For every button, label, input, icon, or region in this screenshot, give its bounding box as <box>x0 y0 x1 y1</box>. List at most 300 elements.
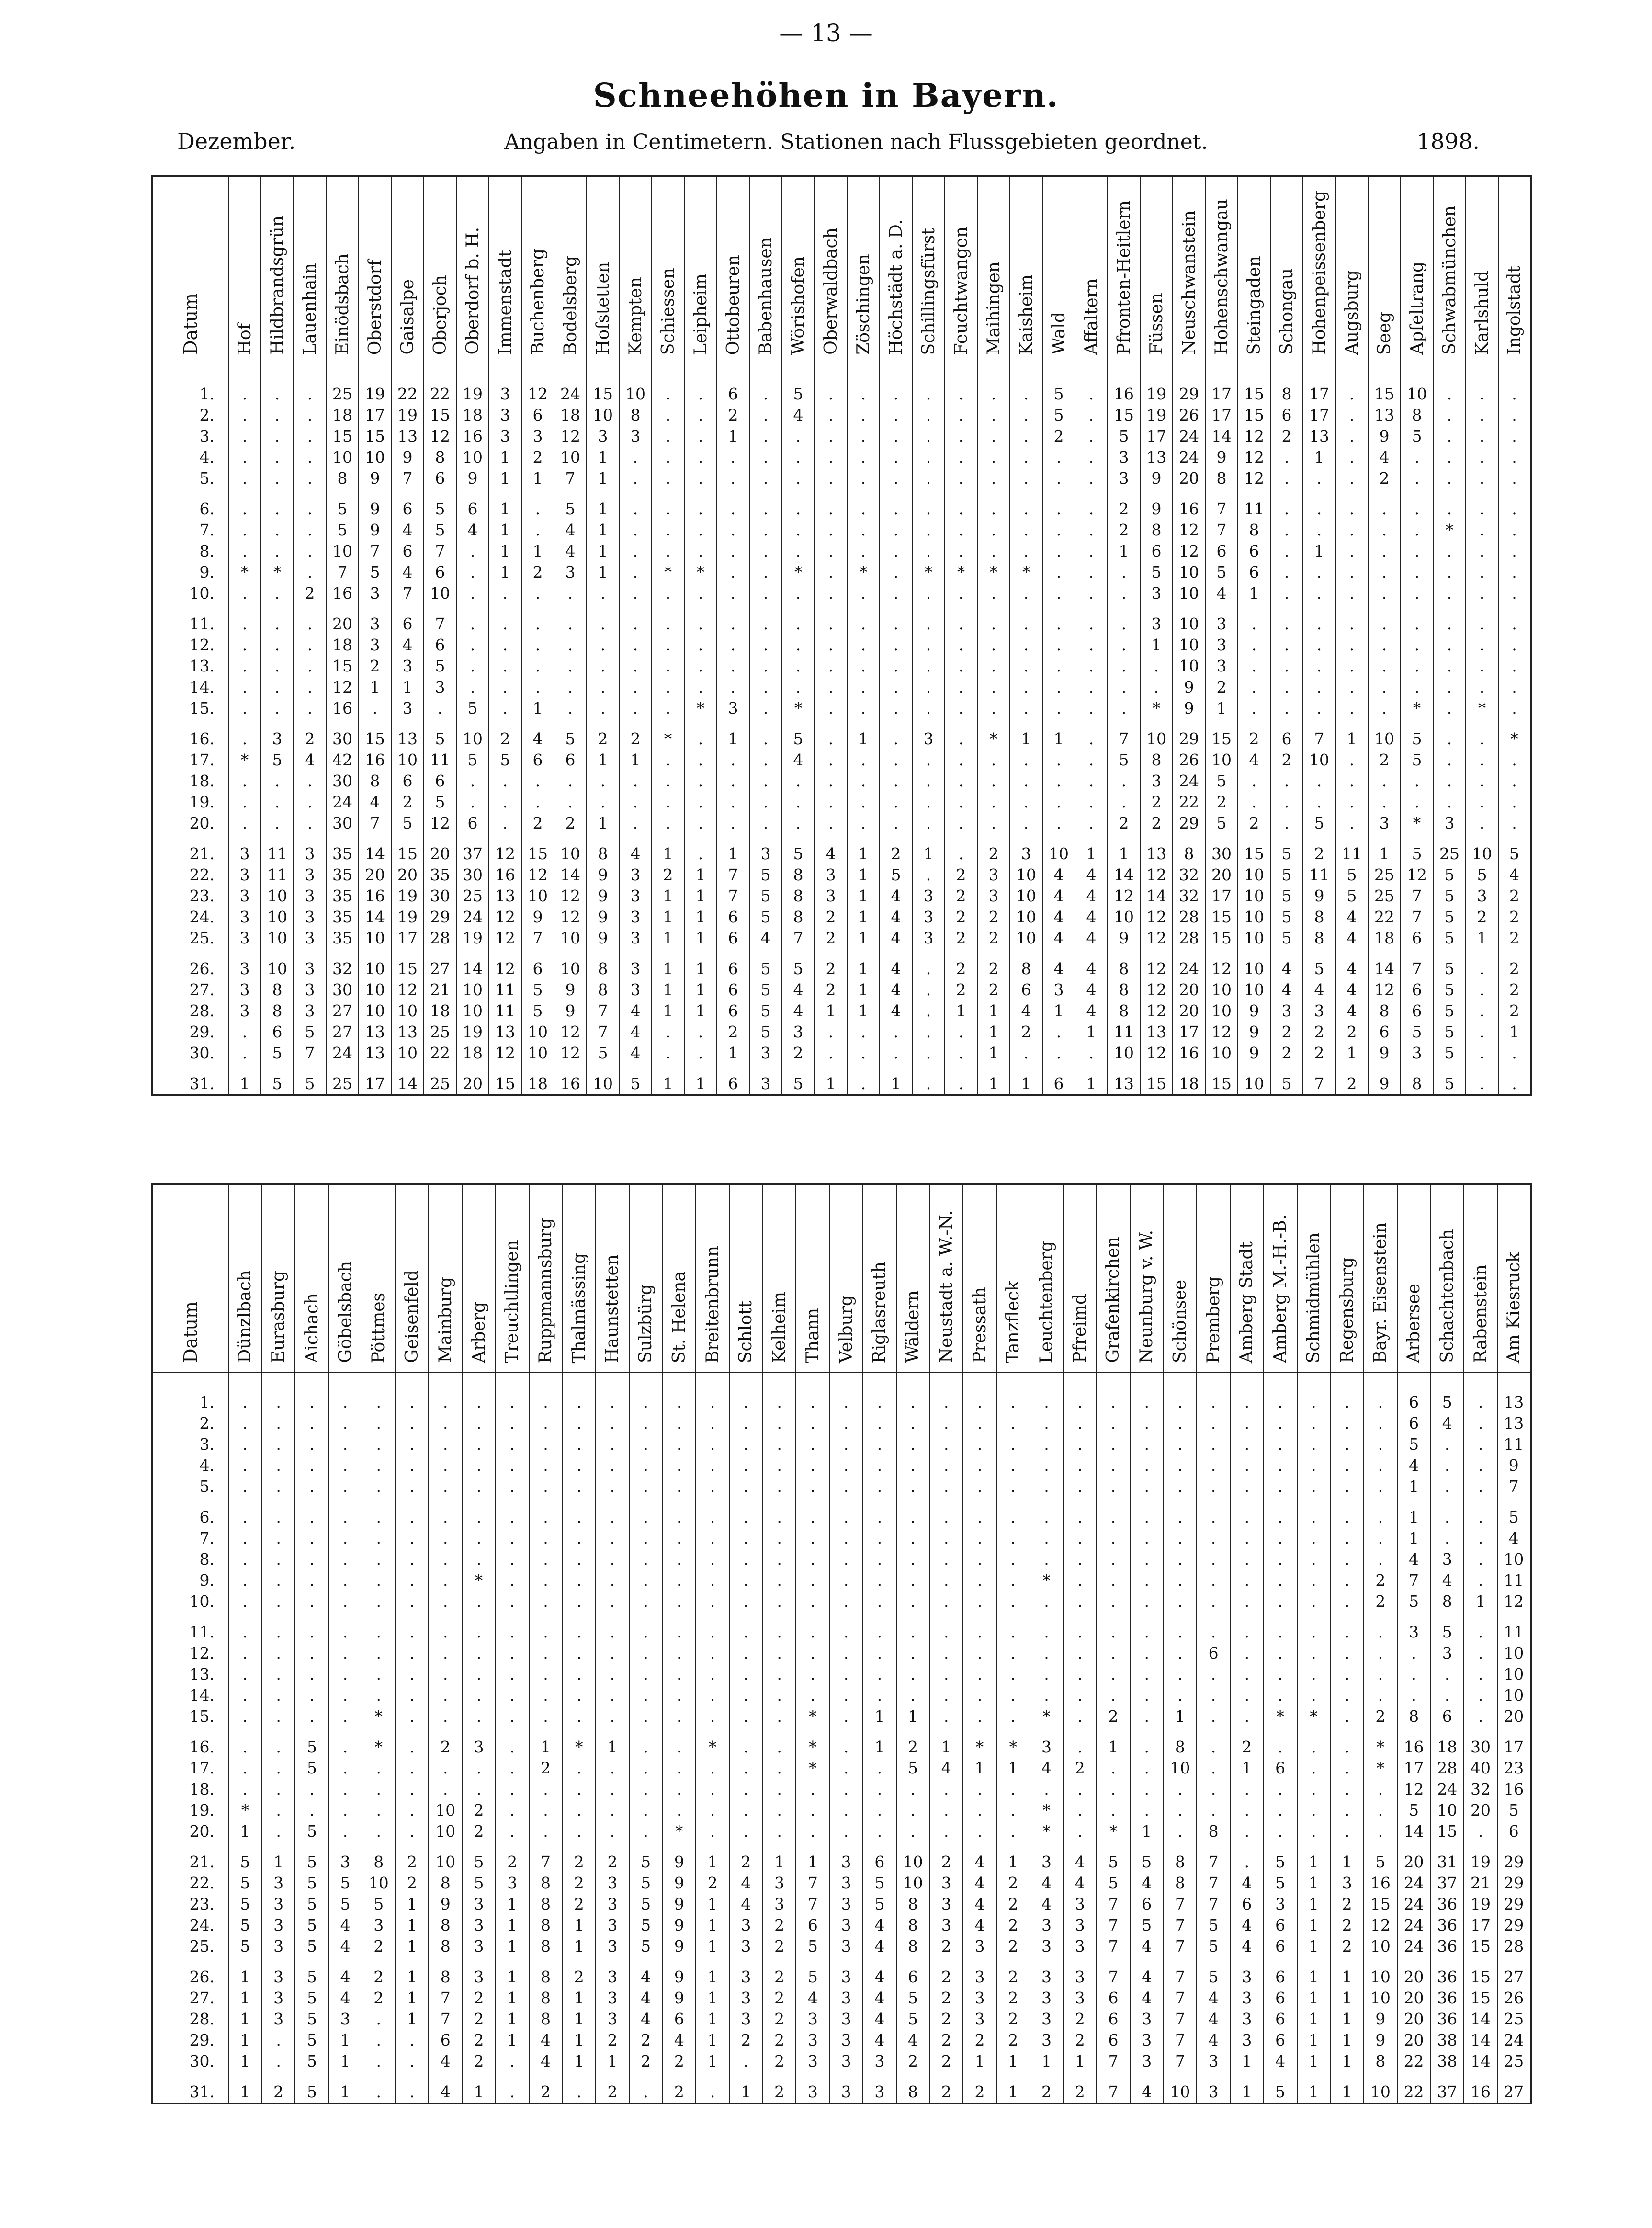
snow-depth-cell: . <box>863 1664 896 1685</box>
snow-depth-cell: 14 <box>359 834 391 864</box>
snow-depth-cell: 2 <box>362 1957 396 1988</box>
snow-depth-cell: . <box>912 864 945 886</box>
snow-depth-cell: . <box>1498 541 1531 562</box>
snow-depth-cell: . <box>684 792 717 813</box>
snow-depth-cell: . <box>1063 1779 1097 1800</box>
snow-depth-cell: 5 <box>456 750 489 771</box>
snow-depth-cell: 2 <box>1303 1022 1335 1043</box>
snow-depth-cell: . <box>1466 583 1498 604</box>
snow-depth-cell: . <box>554 656 587 677</box>
snow-depth-cell: . <box>977 426 1010 447</box>
snow-depth-cell: 5 <box>261 1043 294 1064</box>
snow-depth-cell: 2 <box>362 1988 396 2009</box>
snow-depth-cell: . <box>815 364 847 405</box>
snow-depth-cell: 1 <box>489 489 521 520</box>
snow-depth-cell: . <box>1042 771 1075 792</box>
snow-depth-cell: 11 <box>489 1000 521 1022</box>
snow-depth-cell: . <box>977 792 1010 813</box>
snow-depth-cell: 10 <box>261 949 294 979</box>
snow-depth-cell: 1 <box>489 562 521 583</box>
snow-depth-cell: * <box>1097 1821 1130 1842</box>
snow-depth-cell: . <box>996 1643 1030 1664</box>
date-cell: 29. <box>152 2030 228 2051</box>
snow-depth-cell: . <box>1330 1800 1364 1821</box>
snow-depth-cell: 19 <box>1464 1842 1497 1873</box>
snow-depth-cell: . <box>996 1372 1030 1413</box>
station-name: Hohenschwangau <box>1211 199 1232 355</box>
snow-depth-cell: . <box>1297 1612 1331 1643</box>
snow-depth-cell: . <box>562 1779 596 1800</box>
snow-depth-cell: . <box>1063 1434 1097 1455</box>
snow-depth-cell: 5 <box>1270 1064 1303 1095</box>
snow-depth-cell: . <box>295 1800 328 1821</box>
snow-depth-cell: 3 <box>1197 2072 1230 2103</box>
snow-depth-cell: . <box>963 1528 996 1549</box>
snow-depth-cell: 4 <box>863 1988 896 2009</box>
snow-depth-cell: . <box>1464 1413 1497 1434</box>
snow-depth-cell: 1 <box>587 520 619 541</box>
snow-depth-cell: . <box>396 1727 429 1758</box>
snow-depth-cell: . <box>684 405 717 426</box>
snow-depth-cell: 1 <box>596 2051 629 2072</box>
snow-depth-cell: 4 <box>1010 1000 1042 1022</box>
date-cell: 3. <box>152 1434 228 1455</box>
snow-depth-cell: . <box>1330 1727 1364 1758</box>
snow-depth-cell: 1 <box>977 1000 1010 1022</box>
snow-depth-cell: 17 <box>1173 1022 1205 1043</box>
snow-depth-cell: . <box>629 1528 663 1549</box>
snow-depth-cell: . <box>815 604 847 635</box>
date-cell: 26. <box>152 949 228 979</box>
snow-depth-cell: . <box>815 583 847 604</box>
snow-depth-cell: 3 <box>1401 1043 1433 1064</box>
snow-depth-cell: 20 <box>1173 979 1205 1000</box>
station-header-hildbrandsgrun <box>261 176 294 364</box>
snow-depth-cell: * <box>1264 1706 1297 1727</box>
snow-depth-cell: . <box>562 1570 596 1591</box>
snow-depth-cell: 7 <box>529 1842 563 1873</box>
snow-depth-cell: . <box>1297 1779 1331 1800</box>
snow-depth-cell: 5 <box>782 364 815 405</box>
snow-depth-cell: . <box>529 1528 563 1549</box>
month-label: Dezember. <box>177 128 296 154</box>
snow-depth-cell: 2 <box>562 1894 596 1915</box>
snow-depth-cell: 20 <box>424 834 456 864</box>
snow-depth-cell: . <box>1063 1727 1097 1758</box>
snow-depth-cell: 17 <box>359 405 391 426</box>
snow-depth-cell: . <box>1297 1727 1331 1758</box>
snow-depth-cell: . <box>1330 1612 1364 1643</box>
snow-depth-cell: 4 <box>880 886 912 907</box>
snow-depth-cell: . <box>1010 1043 1042 1064</box>
snow-depth-cell: 3 <box>1140 771 1173 792</box>
snow-depth-cell: . <box>1466 656 1498 677</box>
snow-depth-cell: 1 <box>1297 2051 1331 2072</box>
snow-depth-cell: . <box>782 426 815 447</box>
snow-depth-cell: 12 <box>1205 1022 1238 1043</box>
snow-depth-cell: 7 <box>1205 489 1238 520</box>
snow-depth-cell: 6 <box>424 771 456 792</box>
snow-depth-cell: 1 <box>596 1727 629 1758</box>
station-header-am-kiesruck <box>1497 1184 1531 1372</box>
snow-depth-cell: 6 <box>717 364 749 405</box>
snow-depth-cell: 1 <box>587 813 619 834</box>
snow-depth-cell: 10 <box>456 1000 489 1022</box>
snow-depth-cell: . <box>429 1643 462 1664</box>
snow-depth-cell: 3 <box>596 1988 629 2009</box>
snow-depth-cell: . <box>929 1800 963 1821</box>
snow-depth-cell: 7 <box>554 468 587 489</box>
snow-depth-cell: . <box>619 541 652 562</box>
snow-depth-cell: . <box>562 1758 596 1779</box>
snow-depth-cell: . <box>929 1643 963 1664</box>
snow-depth-cell: 5 <box>554 719 587 750</box>
snow-depth-cell: . <box>1433 364 1466 405</box>
snow-depth-cell: 10 <box>1238 864 1270 886</box>
snow-depth-cell: 25 <box>326 364 359 405</box>
snow-depth-cell: 1 <box>396 1894 429 1915</box>
snow-depth-cell: . <box>1075 719 1108 750</box>
snow-depth-cell: . <box>1433 750 1466 771</box>
snow-depth-cell: 24 <box>1173 426 1205 447</box>
station-name: Thann <box>803 1307 823 1363</box>
snow-depth-cell: . <box>763 1758 796 1779</box>
snow-depth-cell: 5 <box>1270 886 1303 907</box>
snow-depth-cell: 1 <box>228 1064 261 1095</box>
snow-depth-cell: . <box>362 1612 396 1643</box>
station-name: Schongau <box>1277 268 1297 355</box>
snow-depth-cell: 1 <box>996 1842 1030 1873</box>
snow-depth-cell: 4 <box>863 1915 896 1936</box>
snow-depth-cell: . <box>782 489 815 520</box>
snow-depth-cell: 20 <box>1397 2030 1431 2051</box>
snow-depth-cell: 4 <box>796 1988 829 2009</box>
snow-depth-cell: . <box>1010 426 1042 447</box>
snow-depth-cell: . <box>896 1800 930 1821</box>
snow-depth-cell: 6 <box>1197 1643 1230 1664</box>
snow-depth-cell: . <box>619 656 652 677</box>
snow-depth-cell: 6 <box>1264 1988 1297 2009</box>
snow-depth-cell: . <box>1330 1455 1364 1476</box>
snow-depth-cell: 1 <box>1108 541 1140 562</box>
snow-depth-cell: 5 <box>863 1894 896 1915</box>
snow-depth-cell: . <box>396 2051 429 2072</box>
snow-depth-cell: . <box>749 489 782 520</box>
snow-depth-cell: . <box>228 468 261 489</box>
snow-depth-cell: 15 <box>521 834 554 864</box>
snow-depth-cell: 3 <box>1433 813 1466 834</box>
snow-depth-cell: 12 <box>1140 928 1173 949</box>
station-header-velburg <box>829 1184 863 1372</box>
snow-depth-cell: 20 <box>391 864 424 886</box>
snow-depth-cell: 8 <box>261 1000 294 1022</box>
snow-depth-cell: 1 <box>587 541 619 562</box>
snow-depth-cell: 4 <box>328 1988 362 2009</box>
date-cell: 6. <box>152 489 228 520</box>
snow-depth-cell: . <box>929 1476 963 1497</box>
snow-depth-cell: . <box>1063 1455 1097 1476</box>
snow-depth-cell: 5 <box>1401 1022 1433 1043</box>
snow-depth-cell: 3 <box>815 864 847 886</box>
snow-depth-cell: . <box>863 1549 896 1570</box>
snow-depth-cell: 11 <box>261 864 294 886</box>
snow-depth-cell: . <box>963 1591 996 1612</box>
snow-depth-cell: . <box>1010 771 1042 792</box>
snow-depth-cell: 5 <box>1130 1915 1164 1936</box>
snow-depth-cell: . <box>1130 1413 1164 1434</box>
snow-depth-cell: . <box>815 719 847 750</box>
snow-depth-cell: 19 <box>391 886 424 907</box>
station-header-breitenbrunn <box>696 1184 729 1372</box>
snow-depth-cell: 10 <box>1497 1664 1531 1685</box>
snow-depth-cell: . <box>847 426 880 447</box>
snow-depth-cell: . <box>1498 426 1531 447</box>
snow-depth-cell: . <box>652 583 684 604</box>
snow-depth-cell: 1 <box>587 447 619 468</box>
snow-depth-cell: 2 <box>429 1727 462 1758</box>
snow-depth-cell: . <box>328 1664 362 1685</box>
snow-depth-cell: . <box>963 1821 996 1842</box>
snow-depth-cell: . <box>1063 1685 1097 1706</box>
snow-depth-cell: 16 <box>1364 1873 1397 1894</box>
snow-depth-cell: . <box>1108 635 1140 656</box>
date-cell: 20. <box>152 813 228 834</box>
snow-depth-cell: 10 <box>1164 1758 1197 1779</box>
snow-depth-cell: . <box>1042 520 1075 541</box>
snow-depth-cell: 4 <box>1498 864 1531 886</box>
snow-depth-cell: 35 <box>326 834 359 864</box>
snow-depth-cell: 10 <box>587 1064 619 1095</box>
snow-depth-cell: . <box>228 1570 262 1591</box>
snow-depth-cell: 1 <box>562 1915 596 1936</box>
snow-depth-cell: 10 <box>1497 1549 1531 1570</box>
snow-depth-cell: . <box>696 1591 729 1612</box>
snow-depth-cell: 1 <box>696 2030 729 2051</box>
snow-depth-cell: 14 <box>1397 1821 1431 1842</box>
snow-depth-cell: 1 <box>652 1000 684 1022</box>
snow-depth-cell: 5 <box>749 949 782 979</box>
snow-depth-cell: 8 <box>1303 928 1335 949</box>
snow-depth-cell: . <box>1364 1476 1397 1497</box>
snow-depth-cell: 7 <box>429 1988 462 2009</box>
snow-depth-cell: . <box>462 1549 496 1570</box>
snow-depth-cell: 2 <box>763 1936 796 1957</box>
snow-depth-cell: . <box>896 1455 930 1476</box>
snow-depth-cell: 12 <box>1205 949 1238 979</box>
snow-depth-cell: 3 <box>587 426 619 447</box>
snow-depth-cell: 10 <box>359 1000 391 1022</box>
snow-depth-cell: 2 <box>496 1842 529 1873</box>
snow-depth-cell: 8 <box>424 447 456 468</box>
snow-depth-cell: . <box>456 677 489 698</box>
snow-depth-cell: . <box>629 2072 663 2103</box>
snow-depth-cell: 15 <box>1205 1064 1238 1095</box>
snow-depth-cell: . <box>1164 1643 1197 1664</box>
snow-depth-cell: 3 <box>1197 2051 1230 2072</box>
snow-depth-cell: . <box>1264 1800 1297 1821</box>
snow-depth-cell: . <box>1030 1779 1064 1800</box>
station-header-arbersee <box>1397 1184 1431 1372</box>
station-header-hof <box>228 176 261 364</box>
snow-depth-cell: 2 <box>629 2051 663 2072</box>
snow-depth-cell: 15 <box>1238 405 1270 426</box>
snow-depth-cell: . <box>977 405 1010 426</box>
snow-depth-cell: 6 <box>717 1000 749 1022</box>
snow-depth-cell: . <box>763 1779 796 1800</box>
snow-depth-cell: . <box>912 813 945 834</box>
snow-depth-cell: . <box>1498 468 1531 489</box>
snow-depth-cell: . <box>863 1434 896 1455</box>
snow-depth-cell: * <box>1401 813 1433 834</box>
snow-depth-cell: 3 <box>228 1000 261 1022</box>
snow-depth-cell: . <box>815 1043 847 1064</box>
snow-depth-cell: . <box>912 1043 945 1064</box>
snow-depth-cell: . <box>847 677 880 698</box>
snow-depth-cell: . <box>1264 1434 1297 1455</box>
snow-depth-cell: . <box>1197 1497 1230 1528</box>
station-name: Amberg M.-H.-B. <box>1270 1215 1290 1363</box>
snow-depth-cell: 15 <box>1140 1064 1173 1095</box>
snow-depth-cell: . <box>1030 1372 1064 1413</box>
snow-depth-cell: . <box>295 1549 328 1570</box>
snow-depth-cell: . <box>963 1800 996 1821</box>
snow-depth-cell: . <box>729 1570 763 1591</box>
snow-depth-cell: . <box>1164 1591 1197 1612</box>
snow-depth-cell: 12 <box>489 1043 521 1064</box>
station-name: Schachtenbach <box>1437 1229 1457 1363</box>
snow-depth-cell: 17 <box>1464 1915 1497 1936</box>
snow-depth-cell: . <box>963 1612 996 1643</box>
snow-depth-cell: 2 <box>729 2030 763 2051</box>
snow-depth-cell: . <box>1230 1821 1264 1842</box>
snow-depth-cell: . <box>1464 1549 1497 1570</box>
snow-depth-cell: 3 <box>228 886 261 907</box>
snow-depth-cell: * <box>1401 698 1433 719</box>
snow-depth-cell: 1 <box>880 1064 912 1095</box>
snow-depth-cell: . <box>829 1497 863 1528</box>
snow-depth-cell: . <box>1401 792 1433 813</box>
snow-depth-cell: . <box>294 792 326 813</box>
snow-depth-cell: . <box>663 1685 696 1706</box>
snow-depth-cell: 16 <box>1173 1043 1205 1064</box>
snow-depth-cell: 7 <box>782 928 815 949</box>
snow-depth-cell: 2 <box>763 2009 796 2030</box>
snow-depth-cell: 3 <box>619 886 652 907</box>
snow-depth-cell: . <box>1368 698 1401 719</box>
snow-depth-cell: 5 <box>863 1873 896 1894</box>
snow-depth-cell: 4 <box>1264 2051 1297 2072</box>
snow-depth-cell: . <box>945 813 977 834</box>
snow-depth-cell: 4 <box>1075 928 1108 949</box>
snow-depth-cell: . <box>763 1643 796 1664</box>
snow-depth-cell: . <box>1401 489 1433 520</box>
snow-depth-cell: 2 <box>1466 907 1498 928</box>
snow-depth-cell: . <box>880 489 912 520</box>
snow-depth-cell: . <box>1297 1758 1331 1779</box>
snow-depth-cell: 8 <box>587 834 619 864</box>
snow-depth-cell: 36 <box>1430 1957 1464 1988</box>
snow-depth-cell: 5 <box>1397 1800 1431 1821</box>
snow-depth-cell: . <box>295 1372 328 1413</box>
snow-depth-cell: 3 <box>1430 1643 1464 1664</box>
snow-depth-cell: . <box>1063 1413 1097 1434</box>
snow-depth-cell: 13 <box>1497 1372 1531 1413</box>
station-header-sulzburg <box>629 1184 663 1372</box>
snow-depth-cell: 12 <box>424 426 456 447</box>
snow-depth-cell: . <box>1264 1612 1297 1643</box>
snow-depth-cell: 1 <box>496 2009 529 2030</box>
snow-depth-cell: . <box>1130 1476 1164 1497</box>
snow-depth-cell: . <box>496 1685 529 1706</box>
snow-depth-cell: . <box>396 1476 429 1497</box>
snow-depth-cell: . <box>1270 583 1303 604</box>
snow-depth-cell: 1 <box>1075 1022 1108 1043</box>
snow-depth-cell: 1 <box>489 541 521 562</box>
date-cell: 16. <box>152 719 228 750</box>
snow-depth-cell: 15 <box>1464 1988 1497 2009</box>
snow-depth-cell: 19 <box>391 405 424 426</box>
snow-depth-cell: . <box>596 1612 629 1643</box>
snow-depth-cell: . <box>562 1643 596 1664</box>
snow-depth-cell: 5 <box>295 1957 328 1988</box>
snow-depth-cell: . <box>729 1372 763 1413</box>
snow-depth-cell: . <box>362 2030 396 2051</box>
snow-depth-cell: . <box>663 1758 696 1779</box>
snow-depth-cell: . <box>696 1758 729 1779</box>
snow-depth-cell: . <box>945 426 977 447</box>
snow-depth-cell: . <box>1042 656 1075 677</box>
snow-depth-cell: . <box>880 635 912 656</box>
snow-depth-cell: 4 <box>863 2030 896 2051</box>
snow-depth-cell: 1 <box>562 1988 596 2009</box>
snow-depth-cell: . <box>1108 583 1140 604</box>
snow-depth-cell: 3 <box>829 2051 863 2072</box>
snow-table-lower <box>151 1183 1532 2104</box>
table-row <box>152 1936 1531 1957</box>
snow-depth-cell: . <box>1401 468 1433 489</box>
snow-depth-cell: . <box>228 698 261 719</box>
snow-depth-cell: . <box>977 468 1010 489</box>
snow-depth-cell: . <box>262 1476 295 1497</box>
snow-depth-cell: . <box>684 364 717 405</box>
snow-depth-cell: . <box>717 604 749 635</box>
snow-depth-cell: . <box>749 405 782 426</box>
snow-depth-cell: . <box>1330 1758 1364 1779</box>
snow-depth-cell: . <box>1063 1643 1097 1664</box>
snow-depth-cell: . <box>1270 520 1303 541</box>
snow-depth-cell: 2 <box>763 2030 796 2051</box>
snow-depth-cell: . <box>328 1528 362 1549</box>
station-header-babenhausen <box>749 176 782 364</box>
snow-depth-cell: . <box>396 1706 429 1727</box>
snow-depth-cell: . <box>1464 1821 1497 1842</box>
snow-depth-cell: . <box>1042 635 1075 656</box>
snow-depth-cell: 36 <box>1430 1988 1464 2009</box>
snow-depth-cell: 3 <box>596 1894 629 1915</box>
snow-depth-cell: 3 <box>619 928 652 949</box>
snow-depth-cell: . <box>763 1664 796 1685</box>
date-column-header <box>152 1184 228 1372</box>
snow-depth-cell: . <box>815 635 847 656</box>
table-row <box>152 771 1531 792</box>
snow-depth-cell: 2 <box>362 1936 396 1957</box>
snow-depth-cell: . <box>1335 656 1368 677</box>
snow-depth-cell: 5 <box>295 1758 328 1779</box>
snow-depth-cell: . <box>429 1685 462 1706</box>
snow-depth-cell: . <box>262 1758 295 1779</box>
snow-depth-cell: . <box>1303 583 1335 604</box>
snow-depth-cell: 4 <box>1197 1988 1230 2009</box>
